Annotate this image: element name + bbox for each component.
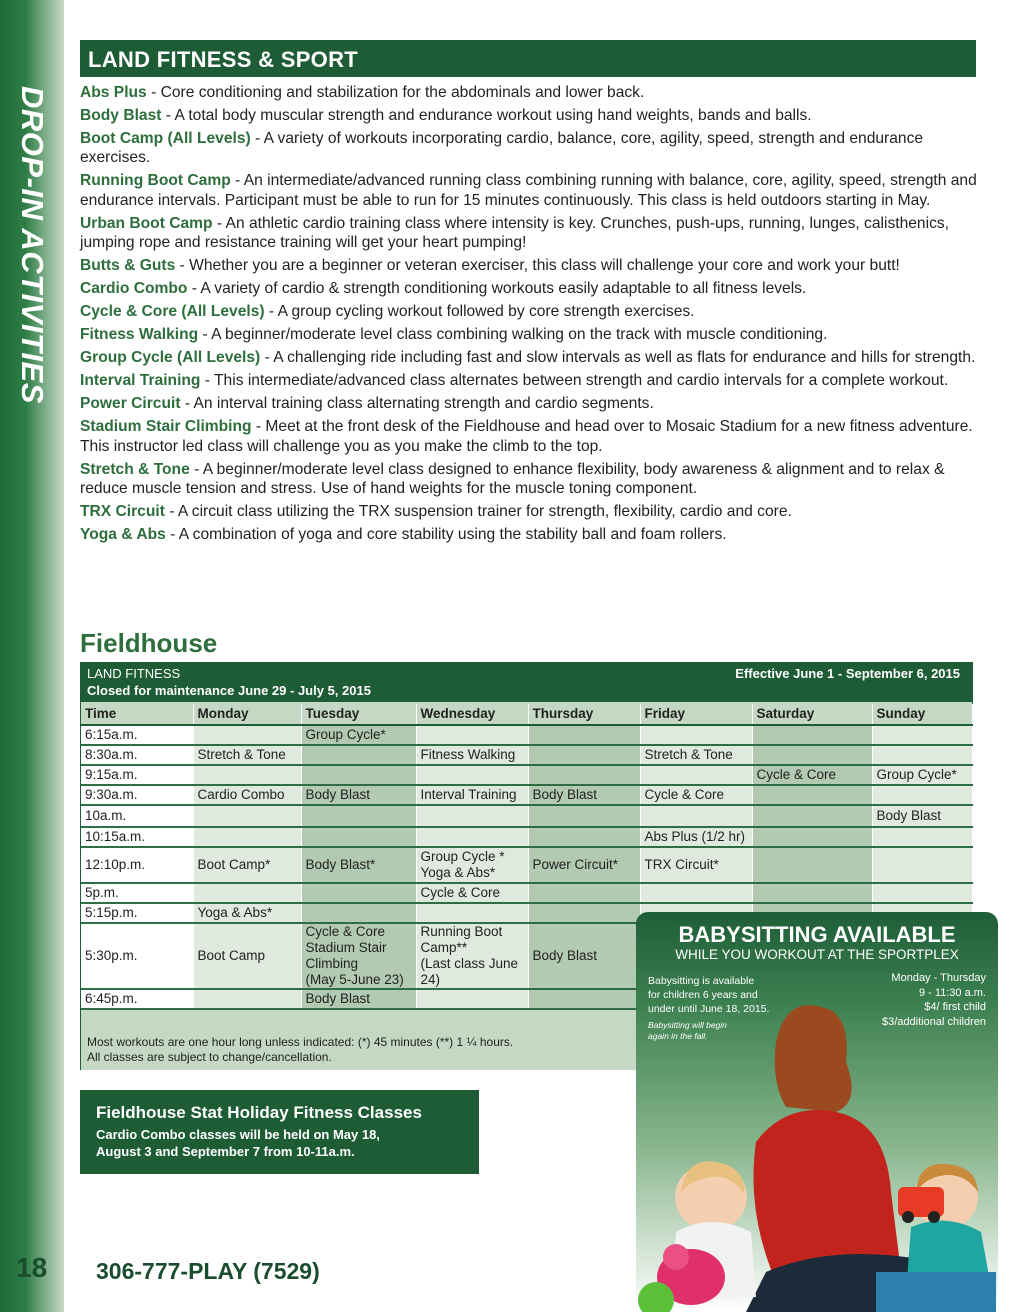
class-description: - A group cycling workout followed by core strength exercises. — [264, 303, 695, 321]
time-cell: 5:15p.m. — [81, 903, 193, 923]
class-cell: Body Blast — [301, 785, 416, 805]
class-cell — [752, 745, 872, 765]
class-name: Running Boot Camp — [80, 172, 231, 190]
column-header: Saturday — [752, 704, 872, 725]
class-name: Abs Plus — [80, 84, 147, 101]
class-cell: Running Boot Camp** (Last class June 24) — [416, 923, 528, 989]
column-header: Wednesday — [416, 704, 528, 725]
class-name: Cardio Combo — [80, 280, 188, 298]
class-cell — [752, 827, 872, 847]
time-cell: 6:45p.m. — [81, 989, 193, 1009]
class-item — [80, 83, 980, 102]
class-cell — [528, 725, 640, 745]
class-cell: Cycle & Core Stadium Stair Climbing (May 5-June 23) — [301, 923, 416, 989]
class-description: - A beginner/moderate level class combining walking on the track with muscle conditioning. — [198, 326, 828, 344]
column-header: Tuesday — [301, 704, 416, 725]
class-cell — [416, 903, 528, 923]
class-cell: Cycle & Core — [416, 883, 528, 903]
time-cell: 5p.m. — [81, 883, 193, 903]
class-cell — [872, 785, 972, 805]
class-cell — [640, 883, 752, 903]
class-cell — [528, 827, 640, 847]
class-description: - An athletic cardio training class where intensity is key. Crunches, push-ups, running, lunges, calisthenics, jumping rope and resistance training will get your heart pumping! — [80, 214, 949, 252]
class-description: - Whether you are a beginner or veteran exerciser, this class will challenge your core and work your butt! — [175, 257, 900, 275]
availability-line-2: for children 6 years and — [648, 989, 758, 1001]
side-label: DROP-IN ACTIVITIES — [15, 86, 50, 404]
class-name: Body Blast — [80, 107, 162, 124]
class-cell — [193, 883, 301, 903]
babysitting-subtitle: WHILE YOU WORKOUT AT THE SPORTPLEX — [675, 947, 959, 962]
class-cell — [301, 883, 416, 903]
babysitting-title: BABYSITTING AVAILABLE — [678, 922, 956, 947]
class-name: Boot Camp (All Levels) — [80, 130, 251, 147]
class-cell — [301, 903, 416, 923]
column-header: Thursday — [528, 704, 640, 725]
time-cell: 9:30a.m. — [81, 785, 193, 805]
class-description: - A beginner/moderate level class designed to enhance flexibility, body awareness & alignment and to relax & reduce muscle tension and stress. Use of hand weights for the muscle toning component. — [80, 460, 945, 498]
time-cell: 12:10p.m. — [81, 847, 193, 883]
schedule-row — [81, 827, 972, 847]
class-cell — [528, 745, 640, 765]
class-item — [80, 502, 980, 521]
class-cell: Body Blast — [301, 989, 416, 1009]
price-additional: $3/additional children — [882, 1015, 986, 1028]
class-cell: Group Cycle* — [301, 725, 416, 745]
class-cell — [193, 805, 301, 827]
class-item — [80, 325, 980, 344]
class-name: Group Cycle (All Levels) — [80, 349, 261, 367]
class-description: - Core conditioning and stabilization for the abdominals and lower back. — [146, 84, 645, 101]
class-cell — [872, 847, 972, 883]
schedule-title: LAND FITNESS — [87, 666, 181, 681]
class-cell — [416, 805, 528, 827]
schedule-row — [81, 725, 972, 745]
schedule-row — [81, 805, 972, 827]
schedule-footnote — [87, 1035, 513, 1065]
price-first-child: $4/ first child — [924, 1001, 986, 1013]
class-item — [80, 279, 980, 298]
class-name: Power Circuit — [80, 395, 181, 413]
class-cell: Group Cycle* — [872, 765, 972, 785]
class-cell: Interval Training — [416, 785, 528, 805]
schedule-row — [81, 745, 972, 765]
class-name: Butts & Guts — [80, 257, 176, 275]
note-line-1: Babysitting will begin — [648, 1020, 727, 1030]
fieldhouse-title: Fieldhouse — [80, 628, 218, 658]
class-name: Stadium Stair Climbing — [80, 418, 252, 436]
class-item — [80, 394, 980, 413]
class-description: - Meet at the front desk of the Fieldhouse and head over to Mosaic Stadium for a new fitness adventure. This instructor led class will challenge you as you make the climb to the top. — [80, 418, 973, 455]
class-cell — [193, 989, 301, 1009]
time-cell: 8:30a.m. — [81, 745, 193, 765]
schedule-row — [81, 765, 972, 785]
class-item — [80, 129, 980, 168]
class-cell — [193, 725, 301, 745]
class-item — [80, 348, 980, 367]
class-cell — [301, 765, 416, 785]
class-description: - A variety of cardio & strength conditioning workouts easily adaptable to all fitness levels. — [187, 280, 807, 298]
class-item — [80, 460, 980, 499]
class-cell — [752, 847, 872, 883]
holiday-title: Fieldhouse Stat Holiday Fitness Classes — [96, 1103, 422, 1122]
class-cell — [752, 725, 872, 745]
column-header: Monday — [193, 704, 301, 725]
class-cell — [301, 827, 416, 847]
footnote-durations: Most workouts are one hour long unless indicated: (*) 45 minutes (**) 1 ¼ hours. — [87, 1035, 514, 1049]
class-cell — [640, 765, 752, 785]
class-cell: Boot Camp — [193, 923, 301, 989]
class-item — [80, 171, 980, 210]
class-cell: Cycle & Core — [752, 765, 872, 785]
class-cell: Boot Camp* — [193, 847, 301, 883]
effective-dates: Effective June 1 - September 6, 2015 — [735, 666, 960, 681]
babysitting-times — [816, 971, 986, 1029]
footnote-changes: All classes are subject to change/cancellation. — [87, 1050, 332, 1064]
class-cell: Body Blast* — [301, 847, 416, 883]
class-cell — [528, 989, 640, 1009]
class-cell — [416, 989, 528, 1009]
class-cell — [528, 883, 640, 903]
class-cell — [640, 725, 752, 745]
babysitting-availability — [648, 974, 798, 1016]
class-name: Yoga & Abs — [80, 526, 166, 544]
class-cell — [752, 805, 872, 827]
class-cell — [416, 765, 528, 785]
class-name: Interval Training — [80, 372, 201, 390]
class-cell: Body Blast — [872, 805, 972, 827]
babysitting-days: Monday - Thursday — [891, 972, 986, 984]
availability-line-1: Babysitting is available — [648, 975, 755, 987]
class-name: TRX Circuit — [80, 503, 165, 521]
class-cell — [528, 765, 640, 785]
class-cell: Cardio Combo — [193, 785, 301, 805]
class-name: Fitness Walking — [80, 326, 199, 344]
class-cell: Fitness Walking — [416, 745, 528, 765]
class-cell — [872, 827, 972, 847]
page-number: 18 — [16, 1252, 48, 1283]
phone-number: 306-777-PLAY (7529) — [96, 1258, 320, 1284]
class-cell: TRX Circuit* — [640, 847, 752, 883]
time-cell: 10a.m. — [81, 805, 193, 827]
class-cell: Stretch & Tone — [640, 745, 752, 765]
class-cell: Power Circuit* — [528, 847, 640, 883]
class-cell — [193, 827, 301, 847]
class-description: - A circuit class utilizing the TRX suspension trainer for strength, flexibility, cardio and core. — [164, 503, 792, 521]
class-name: Stretch & Tone — [80, 460, 190, 478]
class-description: - A variety of workouts incorporating cardio, balance, core, agility, speed, strength and endurance exercises. — [80, 130, 924, 167]
class-cell — [301, 805, 416, 827]
class-cell — [872, 883, 972, 903]
class-item — [80, 371, 980, 390]
class-cell: Body Blast — [528, 923, 640, 989]
class-cell — [193, 765, 301, 785]
schedule-row — [81, 883, 972, 903]
class-name: Cycle & Core (All Levels) — [80, 303, 265, 321]
class-description: - An interval training class alternating strength and cardio segments. — [180, 395, 654, 413]
class-cell — [528, 903, 640, 923]
schedule-header — [81, 662, 972, 702]
class-cell — [528, 805, 640, 827]
class-cell: Abs Plus (1/2 hr) — [640, 827, 752, 847]
class-item — [80, 214, 980, 253]
time-cell: 6:15a.m. — [81, 725, 193, 745]
time-cell: 9:15a.m. — [81, 765, 193, 785]
class-description: - A combination of yoga and core stability using the stability ball and foam rollers. — [165, 526, 727, 544]
class-item — [80, 417, 980, 456]
availability-line-3: under until June 18, 2015. — [648, 1003, 770, 1015]
class-cell — [416, 827, 528, 847]
babysitting-hours: 9 - 11:30 a.m. — [918, 986, 986, 999]
schedule-row — [81, 785, 972, 805]
column-header: Sunday — [872, 704, 972, 725]
section-header: LAND FITNESS & SPORT — [80, 40, 976, 77]
closed-note: Closed for maintenance June 29 - July 5, 2015 — [87, 683, 371, 698]
class-cell — [416, 725, 528, 745]
class-cell: Group Cycle * Yoga & Abs* — [416, 847, 528, 883]
class-name: Urban Boot Camp — [80, 214, 213, 232]
time-cell: 10:15a.m. — [81, 827, 193, 847]
schedule-row — [81, 847, 972, 883]
class-cell — [752, 883, 872, 903]
time-cell: 5:30p.m. — [81, 923, 193, 989]
column-header: Time — [81, 704, 193, 725]
holiday-box — [80, 1090, 479, 1174]
class-item — [80, 525, 980, 544]
class-item — [80, 106, 980, 125]
class-descriptions — [80, 83, 980, 548]
note-line-2: again in the fall. — [648, 1031, 708, 1041]
class-cell — [872, 745, 972, 765]
class-description: - This intermediate/advanced class alternates between strength and cardio intervals for a complete workout. — [200, 372, 949, 390]
class-description: - A total body muscular strength and endurance workout using hand weights, bands and balls. — [161, 107, 812, 124]
holiday-line-1: Cardio Combo classes will be held on May 18, — [96, 1127, 380, 1142]
class-cell: Cycle & Core — [640, 785, 752, 805]
holiday-line-2: August 3 and September 7 from 10-11a.m. — [96, 1144, 355, 1159]
class-item — [80, 302, 980, 321]
class-cell — [301, 745, 416, 765]
class-description: - An intermediate/advanced running class combining running with balance, core, agility, speed, strength and endurance intervals. Participant must be able to run for 15 minutes continuously. This class is held outdoors starting in May. — [80, 172, 977, 209]
class-item — [80, 256, 980, 275]
babysitting-note — [648, 1020, 727, 1042]
class-cell — [752, 785, 872, 805]
class-cell: Stretch & Tone — [193, 745, 301, 765]
class-cell — [872, 725, 972, 745]
class-description: - A challenging ride including fast and slow intervals as well as flats for endurance and hills for strength. — [260, 349, 976, 367]
class-cell: Body Blast — [528, 785, 640, 805]
class-cell — [640, 805, 752, 827]
babysitting-ad — [636, 912, 998, 1312]
class-cell: Yoga & Abs* — [193, 903, 301, 923]
column-header: Friday — [640, 704, 752, 725]
